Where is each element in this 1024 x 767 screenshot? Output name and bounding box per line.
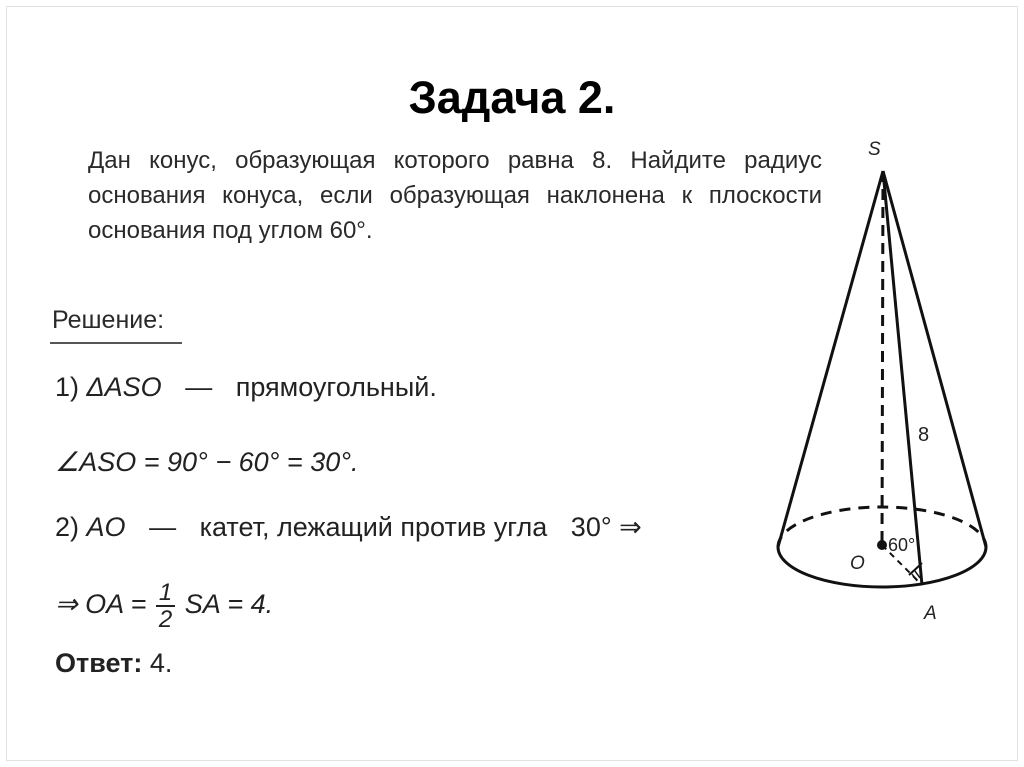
problem-title: Задача 2. [408, 72, 616, 123]
answer-value: 4. [149, 648, 173, 678]
implies-arrow: ⇒ [619, 512, 642, 542]
solution-step-2 [55, 512, 642, 543]
center-label: O [850, 553, 865, 574]
cone-right-side [883, 171, 986, 547]
one-half-fraction [156, 580, 175, 632]
solution-step-1 [55, 372, 437, 403]
angle-calculation: ∠ASO = 90° − 60° = 30°. [55, 447, 359, 477]
triangle-aso: ΔASO [86, 372, 162, 402]
step-2-number: 2) [55, 512, 80, 542]
point-a-label: A [924, 603, 937, 624]
cone-left-side [778, 171, 883, 547]
angle-label: 60° [888, 535, 916, 555]
step-1-number: 1) [55, 372, 80, 402]
answer-label: Ответ: [55, 648, 143, 678]
result-formula [55, 580, 273, 632]
solution-heading: Решение: [52, 306, 165, 334]
center-point [877, 540, 887, 550]
step-2-text: катет, лежащий против угла [199, 512, 548, 542]
fraction-denominator: 2 [158, 606, 173, 633]
step-2-dash: — [149, 512, 177, 542]
step-2-angle: 30° [570, 512, 612, 542]
step-1-dash: — [185, 372, 213, 402]
slant-length-label: 8 [918, 424, 930, 446]
result-tail: SA = 4. [184, 589, 274, 620]
answer-line [55, 648, 172, 679]
result-lead: ⇒ OA = [55, 589, 147, 620]
step-1-text: прямоугольный. [235, 372, 437, 402]
cone-figure [760, 125, 1010, 635]
base-front-arc [778, 547, 986, 587]
solution-heading-underline [50, 342, 182, 344]
fraction-numerator: 1 [156, 580, 175, 607]
slant-sa [883, 171, 922, 585]
height-so [882, 171, 883, 545]
segment-ao: AO [86, 512, 126, 542]
problem-statement: Дан конус, образующая которого равна 8. Найдите радиус основания конуса, если образующая наклонена к плоскости основания под углом 60°. [88, 147, 822, 244]
apex-label: S [868, 139, 881, 160]
